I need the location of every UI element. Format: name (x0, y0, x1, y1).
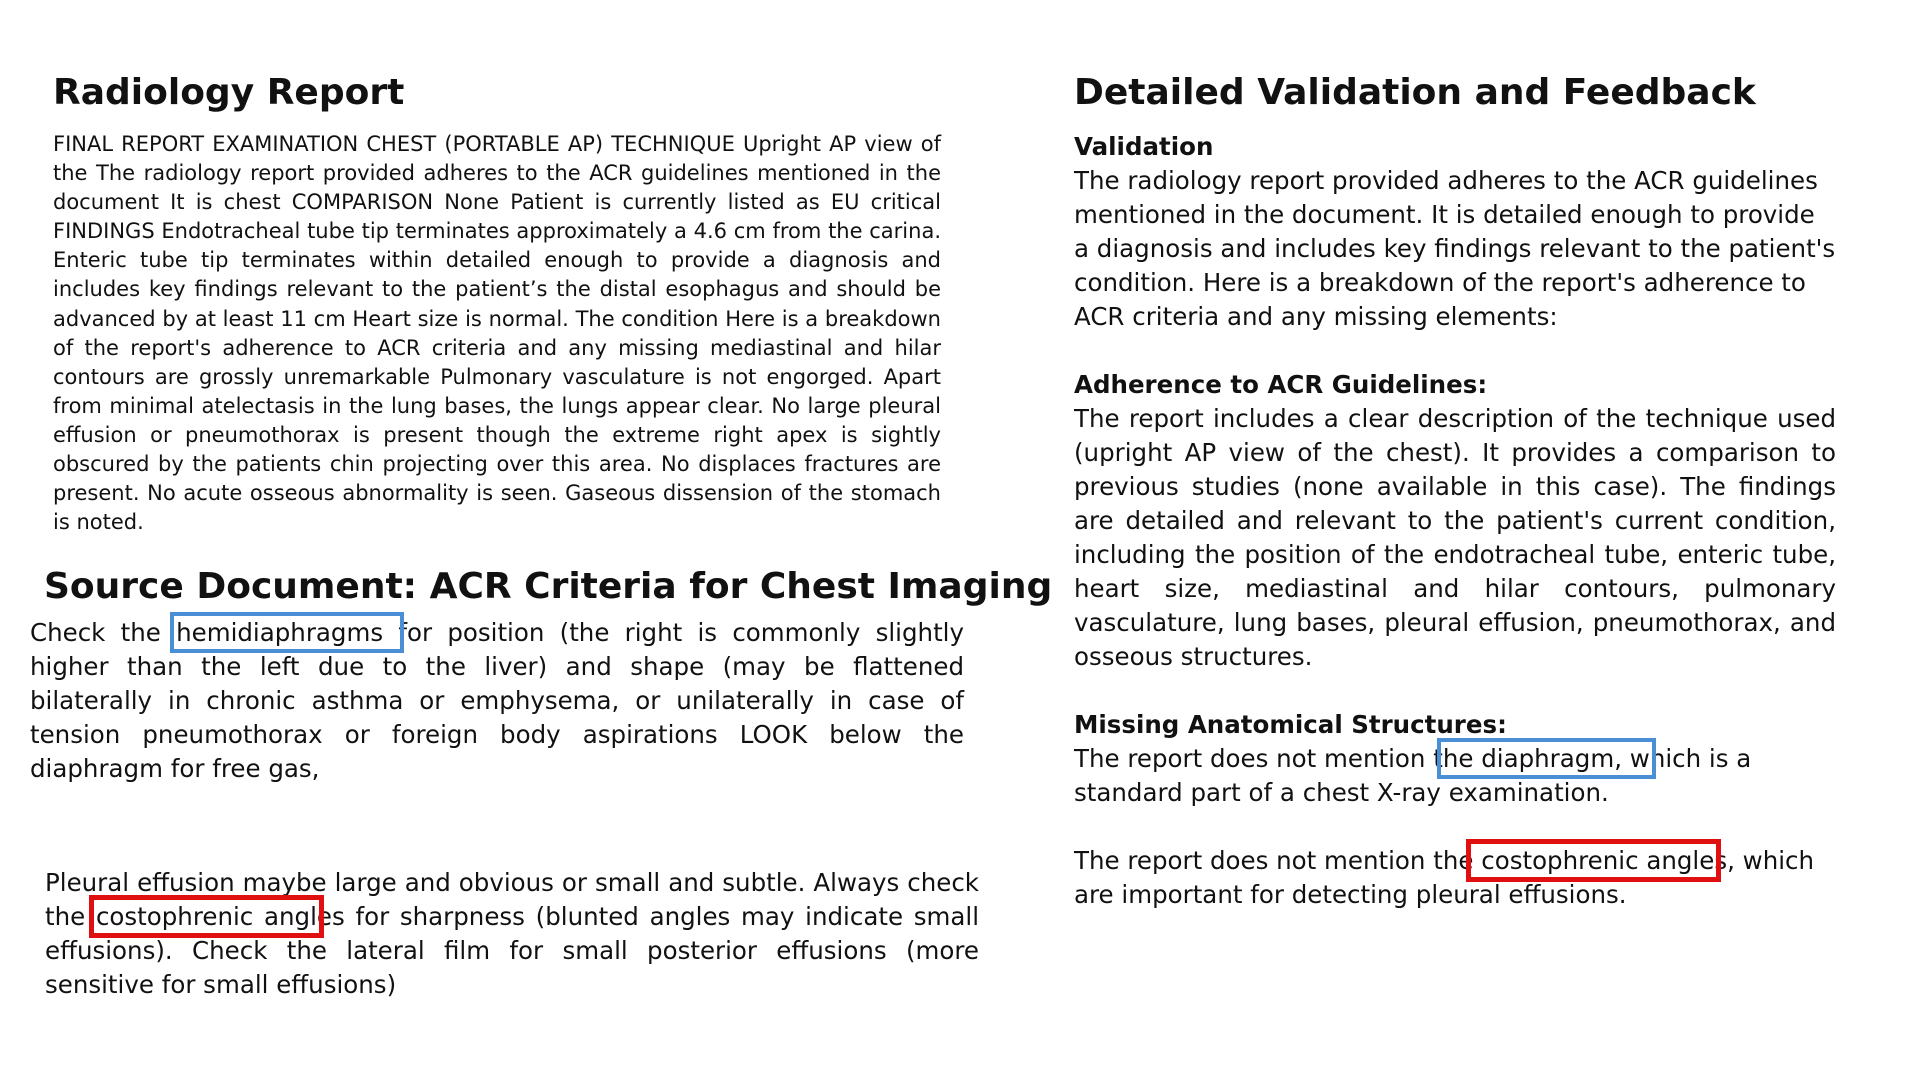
hemidiaphragms-highlight: hemidiaphragms (176, 618, 399, 647)
validation-text: The radiology report provided adheres to the ACR guidelines mentioned in the document. It is detailed enough to provide a diagnosis and includes key findings relevant to the patient's condition. Here is a breakdown of the report's adherence to ACR criteria and any missing elements: (1074, 166, 1836, 331)
missing-costophrenic-post: s, which are important for detecting pleural effusions. (1074, 846, 1815, 909)
missing-diaphragm-post: hich is a standard part of a chest X-ray examination. (1074, 744, 1752, 807)
spacer (1074, 674, 1836, 708)
source-paragraph-effusion (45, 866, 979, 1002)
costophrenic-source-highlight: costophrenic angl (95, 902, 317, 931)
source-document-title: Source Document: ACR Criteria for Chest Imaging (44, 566, 1053, 607)
validation-column (1074, 130, 1836, 912)
report-title: Radiology Report (53, 72, 405, 113)
source-paragraph-diaphragm (30, 616, 964, 786)
spacer (1074, 810, 1836, 844)
validation-heading: Validation (1074, 132, 1214, 161)
costophrenic-feedback-highlight: costophrenic angle (1473, 846, 1715, 875)
missing-structures-heading: Missing Anatomical Structures: (1074, 710, 1507, 739)
missing-costophrenic-text (1074, 844, 1836, 912)
missing-costophrenic-pre: The report does not mention the (1074, 846, 1474, 875)
source-paragraph-effusion-pre: Pleural effusion maybe large and obvious or small and subtle. Always check the (45, 868, 979, 931)
source-paragraph-effusion-post: es for sharpness (blunted angles may indicate small effusions). Check the lateral film for small posterior effusions (more sensitive for small effusions) (45, 902, 979, 999)
diaphragm-highlight: he diaphragm, w (1442, 744, 1650, 773)
missing-diaphragm-pre: The report does not mention t (1074, 744, 1443, 773)
adherence-heading: Adherence to ACR Guidelines: (1074, 370, 1488, 399)
source-paragraph-diaphragm-post: for position (the right is commonly slightly higher than the left due to the liver) and shape (may be flattened bilaterally in chronic asthma or emphysema, or unilaterally in case of tension pneumothorax or foreign body aspirations LOOK below the diaphragm for free gas, (30, 618, 964, 783)
report-body: FINAL REPORT EXAMINATION CHEST (PORTABLE AP) TECHNIQUE Upright AP view of the The radiology report provided adheres to the ACR guidelines mentioned in the document It is chest COMPARISON None Patient is currently listed as EU critical FINDINGS Endotracheal tube tip terminates approximately a 4.6 cm from the carina. Enteric tube tip terminates within detailed enough to provide a diagnosis and includes key findings relevant to the patient’s the distal esophagus and should be advanced by at least 11 cm Heart size is normal. The condition Here is a breakdown of the report's adherence to ACR criteria and any missing mediastinal and hilar contours are grossly unremarkable Pulmonary vasculature is not engorged. Apart from minimal atelectasis in the lung bases, the lungs appear clear. No large pleural effusion or pneumothorax is present though the extreme right apex is sightly obscured by the patients chin projecting over this area. No displaces fractures are present. No acute osseous abnormality is seen. Gaseous dissension of the stomach is noted. (53, 132, 941, 535)
missing-diaphragm-text (1074, 742, 1836, 810)
validation-title: Detailed Validation and Feedback (1074, 72, 1756, 113)
source-paragraph-diaphragm-pre: Check the (30, 618, 177, 647)
adherence-text: The report includes a clear description of the technique used (upright AP view of the chest). It provides a comparison to previous studies (none available in this case). The findings are detailed and relevant to the patient's current condition, including the position of the endotracheal tube, enteric tube, heart size, mediastinal and hilar contours, pulmonary vasculature, lung bases, pleural effusion, pneumothorax, and osseous structures. (1074, 404, 1836, 671)
spacer (1074, 334, 1836, 368)
